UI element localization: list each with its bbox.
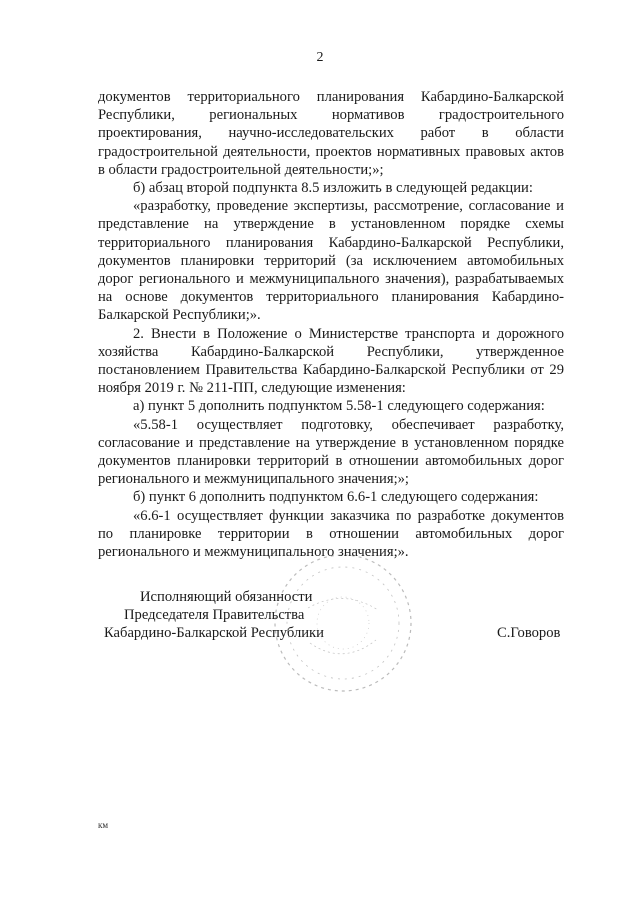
page-number: 2 bbox=[316, 50, 324, 65]
paragraph-item-2: 2. Внести в Положение о Министерстве транспорта и дорожного хозяйства Кабардино-Балкарской Республики, утвержденное постановлением Правительства Кабардино-Балкарской Республики от 29 ноября 2019 г. № 211-ПП, следующие изменения: bbox=[98, 325, 564, 397]
paragraph-subitem-b-text: «разработку, проведение экспертизы, рассмотрение, согласование и представление на утверждение в установленном порядке схемы территориального планирования Кабардино-Балкарской Республики, документов планировки территорий (за исключением автомобильных дорог регионального и межмуниципального значения), разрабатываемых на основе документов территориального планирования Кабардино-Балкарской Республики;». bbox=[98, 198, 564, 324]
paragraph-subitem-b-heading: б) абзац второй подпункта 8.5 изложить в следующей редакции: bbox=[133, 180, 533, 197]
paragraph-continuation: документов территориального планирования Кабардино-Балкарской Республики, региональных нормативов градостроительного проектирования, научно-исследовательских работ в области градостроительной деятельности, проектов нормативных правовых актов в области градостроительной деятельности;»; bbox=[98, 89, 564, 178]
signatory-position-line-1: Исполняющий обязанности bbox=[140, 589, 313, 605]
signatory-name: С.Говоров bbox=[497, 625, 561, 641]
signature-block bbox=[0, 588, 640, 708]
document-body bbox=[98, 88, 564, 561]
footer-initials: км bbox=[98, 820, 109, 830]
paragraph-subitem-b2-heading: б) пункт 6 дополнить подпунктом 6.6-1 следующего содержания: bbox=[133, 489, 539, 506]
paragraph-subitem-a-heading: а) пункт 5 дополнить подпунктом 5.58-1 следующего содержания: bbox=[133, 398, 545, 415]
signatory-position-line-3: Кабардино-Балкарской Республики bbox=[104, 625, 324, 641]
signatory-position-line-2: Председателя Правительства bbox=[124, 607, 305, 623]
paragraph-subitem-b2-text: «6.6-1 осуществляет функции заказчика по разработке документов по планировке территории в отношении автомобильных дорог регионального и межмуниципального значения;». bbox=[98, 507, 564, 561]
paragraph-subitem-a-text: «5.58-1 осуществляет подготовку, обеспечивает разработку, согласование и представление на утверждение в установленном порядке документов планировки территорий в отношении автомобильных дорог регионального и межмуниципального значения;»; bbox=[98, 416, 564, 488]
